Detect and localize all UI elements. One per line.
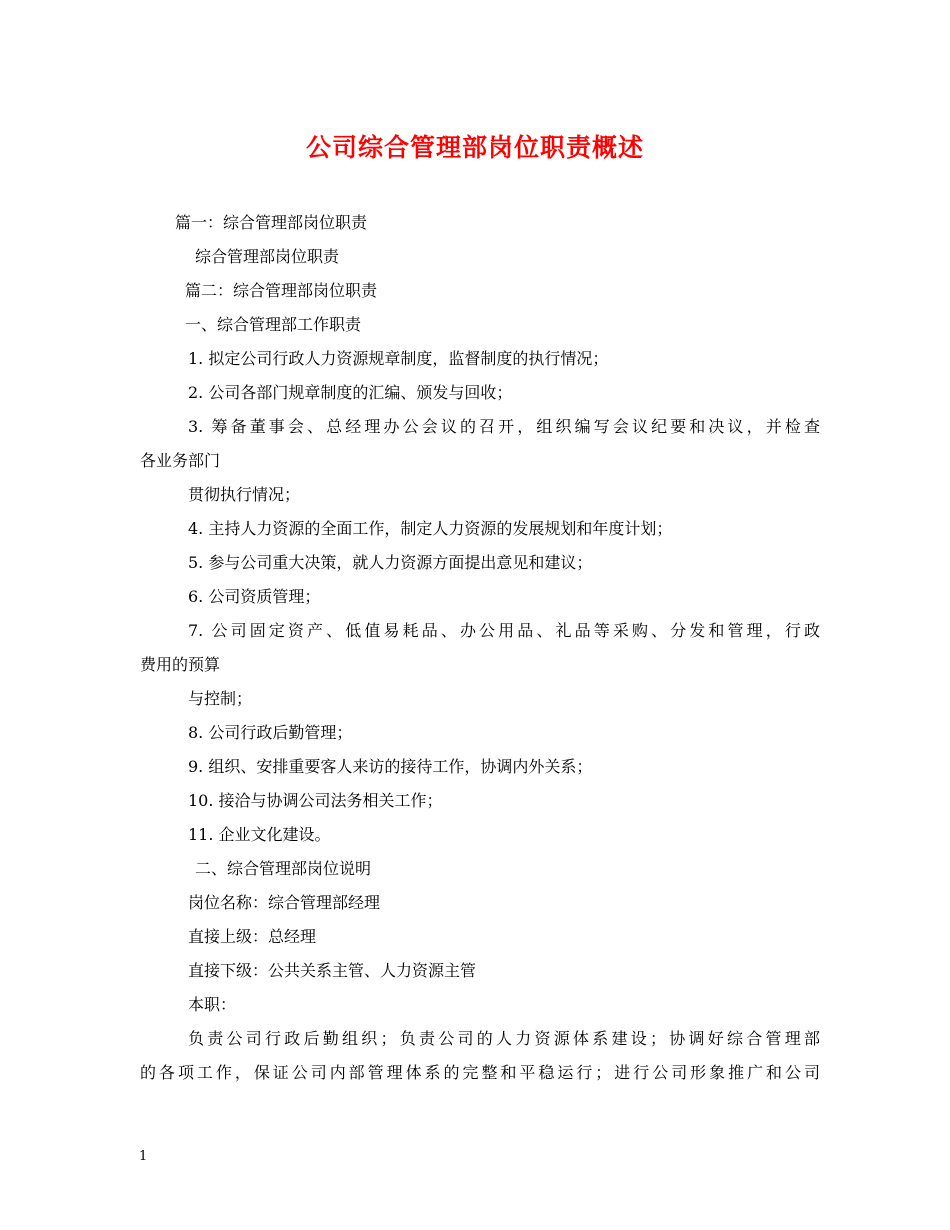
text-line: 直接上级：总经理 — [188, 927, 317, 946]
text-line: 6. 公司资质管理； — [188, 587, 321, 606]
text-line: 5. 参与公司重大决策，就人力资源方面提出意见和建议； — [188, 553, 593, 572]
text-line: 一、综合管理部工作职责 — [185, 315, 362, 334]
text-line: 二、综合管理部岗位说明 — [195, 859, 372, 878]
text-line: 2. 公司各部门规章制度的汇编、颁发与回收； — [188, 383, 513, 402]
text-line: 11. 企业文化建设。 — [188, 825, 331, 844]
text-line: 直接下级：公共关系主管、人力资源主管 — [188, 961, 477, 980]
text-line: 综合管理部岗位职责 — [195, 247, 340, 266]
text-line: 岗位名称：综合管理部经理 — [188, 893, 381, 912]
document-title: 公司综合管理部岗位职责概述 — [305, 133, 644, 162]
text-line: 的各项工作，保证公司内部管理体系的完整和平稳运行；进行公司形象推广和公司 — [140, 1063, 820, 1082]
text-line: 费用的预算 — [140, 655, 221, 674]
document-body — [140, 206, 820, 1090]
text-line: 篇二：综合管理部岗位职责 — [185, 281, 378, 300]
text-line: 与控制； — [188, 689, 253, 708]
text-line: 本职： — [188, 995, 237, 1014]
text-line: 4. 主持人力资源的全面工作，制定人力资源的发展规划和年度计划； — [188, 519, 673, 538]
text-line: 篇一：综合管理部岗位职责 — [175, 213, 368, 232]
text-line: 3. 筹备董事会、总经理办公会议的召开，组织编写会议纪要和决议，并检查 — [188, 417, 820, 436]
text-line: 7. 公司固定资产、低值易耗品、办公用品、礼品等采购、分发和管理，行政 — [188, 621, 820, 640]
page-number: 1 — [139, 1149, 148, 1164]
text-line: 9. 组织、安排重要客人来访的接待工作，协调内外关系； — [188, 757, 593, 776]
text-line: 贯彻执行情况； — [188, 485, 301, 504]
text-line: 负责公司行政后勤组织；负责公司的人力资源体系建设；协调好综合管理部 — [188, 1029, 820, 1048]
text-line: 1. 拟定公司行政人力资源规章制度，监督制度的执行情况； — [188, 349, 609, 368]
text-line: 各业务部门 — [140, 451, 221, 470]
text-line: 8. 公司行政后勤管理； — [188, 723, 353, 742]
text-line: 10. 接洽与协调公司法务相关工作； — [188, 791, 443, 810]
